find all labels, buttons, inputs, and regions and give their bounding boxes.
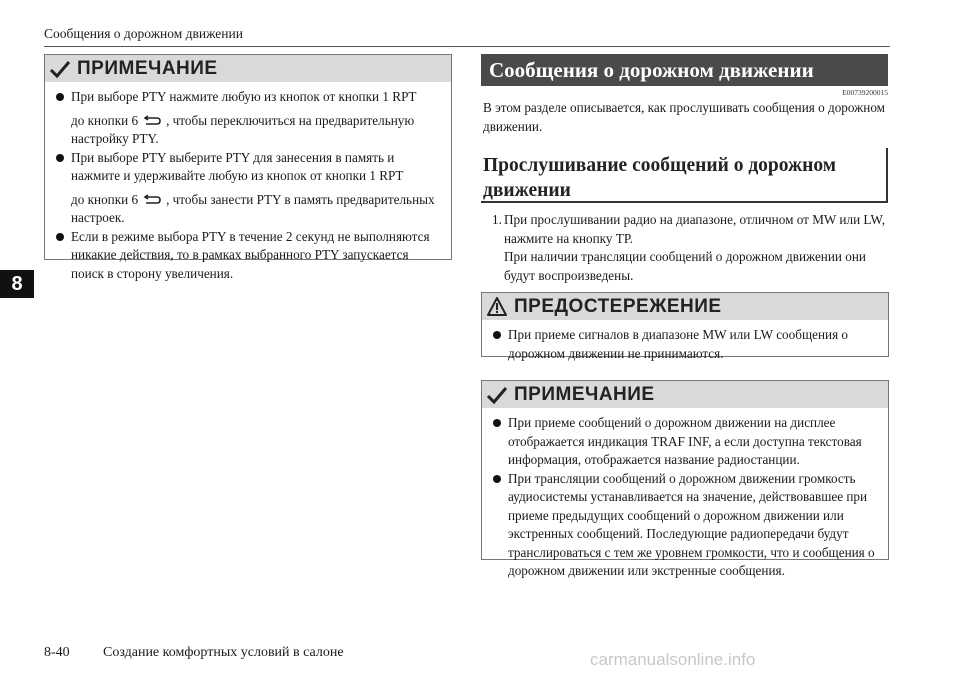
note-box-right [481, 380, 889, 578]
note-item: При выборе PTY выберите PTY для занесения в память и нажмите и удерживайте любую из кнопок от кнопки 1 RPT до кнопки 6 , чтобы занести PTY в память предварительных настроек. [55, 149, 443, 228]
note-list [482, 408, 888, 587]
note-box-left [44, 54, 452, 281]
footer-chapter-title: Создание комфортных условий в салоне [103, 645, 344, 660]
header-rule [44, 46, 890, 47]
note-item: При приеме сообщений о дорожном движении на дисплее отображается индикация TRAF INF, а если доступна текстовая информация, отображается название радиостанции. [492, 414, 880, 470]
caution-box-title: ПРЕДОСТЕРЕЖЕНИЕ [514, 295, 722, 317]
chapter-tab: 8 [0, 270, 34, 298]
warning-triangle-icon [486, 296, 508, 317]
caution-list [482, 320, 888, 369]
return-arrow-icon [142, 115, 162, 127]
pencil-note-icon [49, 58, 71, 80]
return-arrow-icon [142, 194, 162, 206]
note-list [45, 82, 451, 289]
note-item: При выборе PTY нажмите любую из кнопок от кнопки 1 RPT до кнопки 6 , чтобы переключиться на предварительную настройку PTY. [55, 88, 443, 149]
note-box-title: ПРИМЕЧАНИЕ [514, 383, 655, 405]
page-header-title: Сообщения о дорожном движении [44, 26, 243, 41]
step-number: 1. [492, 212, 502, 227]
caution-item: При приеме сигналов в диапазоне MW или LW сообщения о дорожном движении не принимаются. [492, 326, 880, 363]
note-item: При трансляции сообщений о дорожном движении громкость аудиосистемы устанавливается на значение, действовавшее при приеме предыдущих сообщений о дорожном движении или экстренных сообщений. Последующие радиопередачи будут транслироваться с тем же уровнем громкости, что и сообщения о дорожном движении или экстренные сообщения. [492, 470, 880, 581]
footer-page-number: 8-40 [44, 645, 70, 660]
step-text: При прослушивании радио на диапазоне, отличном от MW или LW, нажмите на кнопку TP. [504, 212, 886, 246]
steps-list [492, 211, 888, 285]
caution-box [481, 292, 889, 361]
pencil-note-icon [486, 384, 508, 406]
note-box-header [45, 55, 451, 82]
section-title: Сообщения о дорожном движении [489, 57, 814, 82]
step-text-2: При наличии трансляции сообщений о дорожном движении они будут воспроизведены. [504, 249, 866, 283]
note-item: Если в режиме выбора PTY в течение 2 секунд не выполняются никакие действия, то в рамках выбранного PTY запускается поиск в сторону увеличения. [55, 228, 443, 284]
section-title-bar [481, 54, 888, 86]
note-box-header [482, 381, 888, 408]
section-intro: В этом разделе описывается, как прослушивать сообщения о дорожном движении. [483, 100, 886, 134]
subsection-title: Прослушивание сообщений о дорожном движении [483, 155, 837, 201]
section-code: E00739200015 [842, 88, 888, 97]
note-box-title: ПРИМЕЧАНИЕ [77, 57, 218, 79]
caution-box-header [482, 293, 888, 320]
subsection-heading [481, 148, 888, 203]
watermark: carmanualsonline.info [590, 650, 756, 669]
